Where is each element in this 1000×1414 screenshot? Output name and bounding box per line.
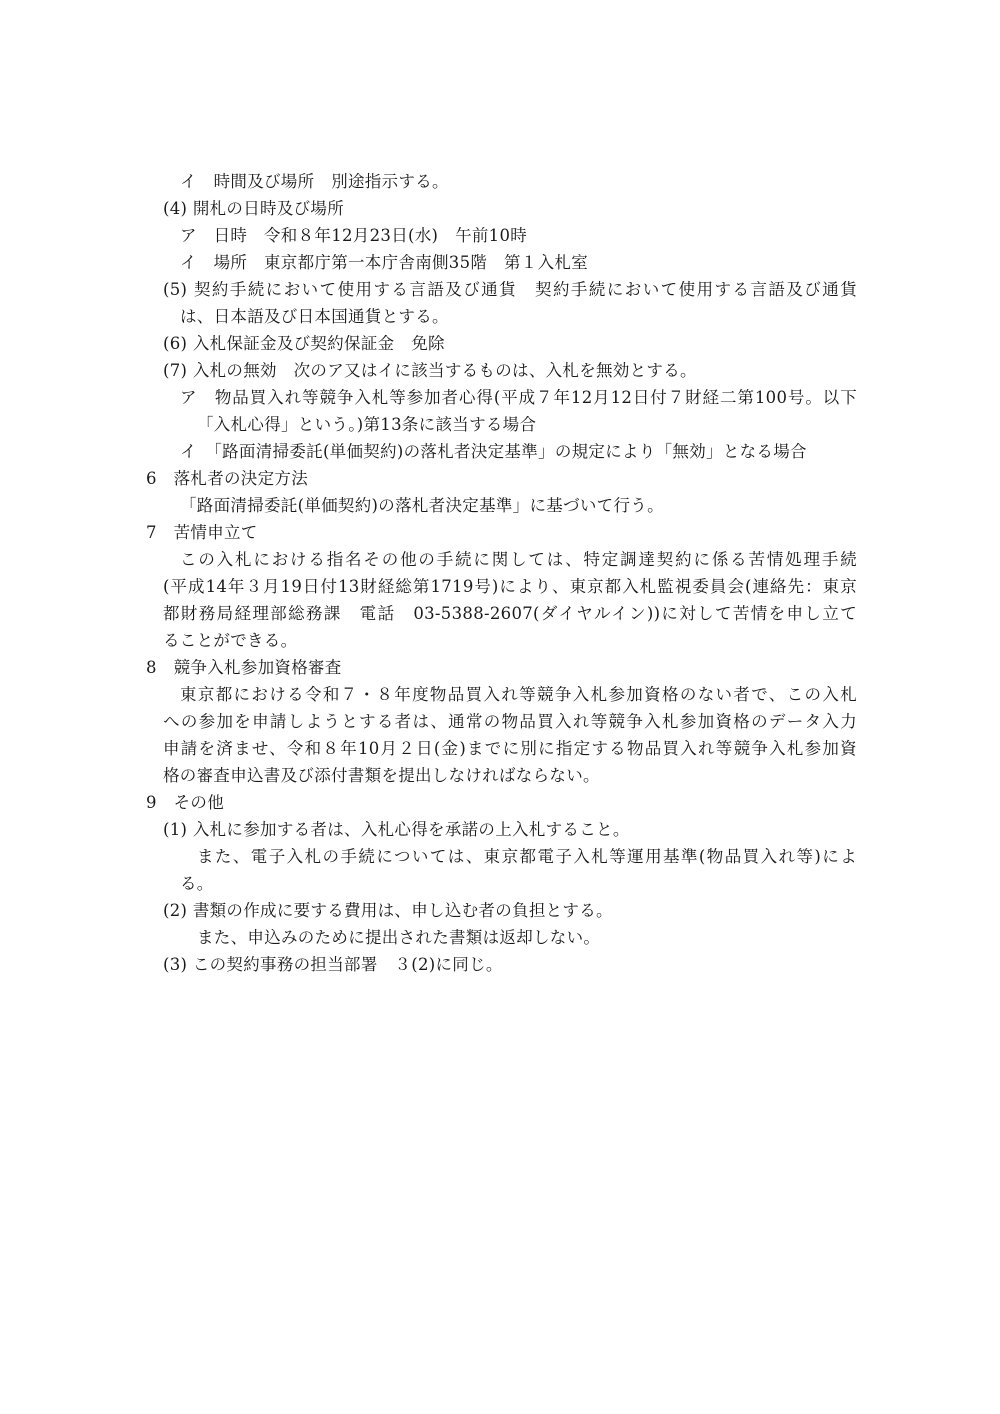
section-9-heading: 9 その他 [146,793,224,812]
item-9-2-line2: また、申込みのために提出された書類は返却しない。 [197,928,601,947]
section-8-heading: 8 競争入札参加資格審査 [146,658,342,677]
item-9-3: (3) この契約事務の担当部署 ３(2)に同じ。 [163,955,503,974]
section-6-body: 「路面清掃委託(単価契約)の落札者決定基準」に基づいて行う。 [180,496,664,515]
item-4-3-i-time-place: イ 時間及び場所 別途指示する。 [180,172,449,191]
section-6-heading: 6 落札者の決定方法 [146,469,308,488]
section-7-body-line4: ることができる。 [163,631,298,650]
section-8-body-line2: への参加を申請しようとする者は、通常の物品買入れ等競争入札参加資格のデータ入力 [163,712,857,731]
item-9-1-line2: また、電子入札の手続については、東京都電子入札等運用基準(物品買入れ等)によ [197,847,857,866]
section-7-body-line2: (平成14年３月19日付13財経総第1719号)により、東京都入札監視委員会(連絡先：東京 [163,577,857,596]
item-4-a-datetime: ア 日時 令和８年12月23日(水) 午前10時 [180,226,528,245]
section-8-body-line1: 東京都における令和７・８年度物品買入れ等競争入札参加資格のない者で、この入札 [180,685,857,704]
section-8-body-line3: 申請を済ませ、令和８年10月２日(金)までに別に指定する物品買入れ等競争入札参加資 [163,739,857,758]
item-4-opening-heading: (4) 開札の日時及び場所 [163,199,345,218]
section-7-body-line3: 都財務局経理部総務課 電話 03-5388-2607(ダイヤルイン))に対して苦情を申し立て [163,604,857,623]
item-7-i: イ 「路面清掃委託(単価契約)の落札者決定基準」の規定により「無効」となる場合 [180,442,807,461]
section-7-heading: 7 苦情申立て [146,523,258,542]
item-9-2-line1: (2) 書類の作成に要する費用は、申し込む者の負担とする。 [163,901,613,920]
item-5-language-line1: (5) 契約手続において使用する言語及び通貨 契約手続において使用する言語及び通貨 [163,280,857,299]
item-4-i-place: イ 場所 東京都庁第一本庁舎南側35階 第１入札室 [180,253,588,272]
section-8-body-line4: 格の審査申込書及び添付書類を提出しなければならない。 [163,766,600,785]
item-7-a-line1: ア 物品買入れ等競争入札等参加者心得(平成７年12月12日付７財経二第100号。以下 [180,388,857,407]
item-7-invalid-heading: (7) 入札の無効 次のア又はイに該当するものは、入札を無効とする。 [163,361,697,380]
item-7-a-line2: 「入札心得」という。)第13条に該当する場合 [197,415,537,434]
item-9-1-line1: (1) 入札に参加する者は、入札心得を承諾の上入札すること。 [163,820,630,839]
section-7-body-line1: この入札における指名その他の手続に関しては、特定調達契約に係る苦情処理手続 [180,550,857,569]
item-9-1-line3: る。 [180,874,214,893]
item-5-language-line2: は、日本語及び日本国通貨とする。 [180,307,449,326]
item-6-deposit: (6) 入札保証金及び契約保証金 免除 [163,334,445,353]
